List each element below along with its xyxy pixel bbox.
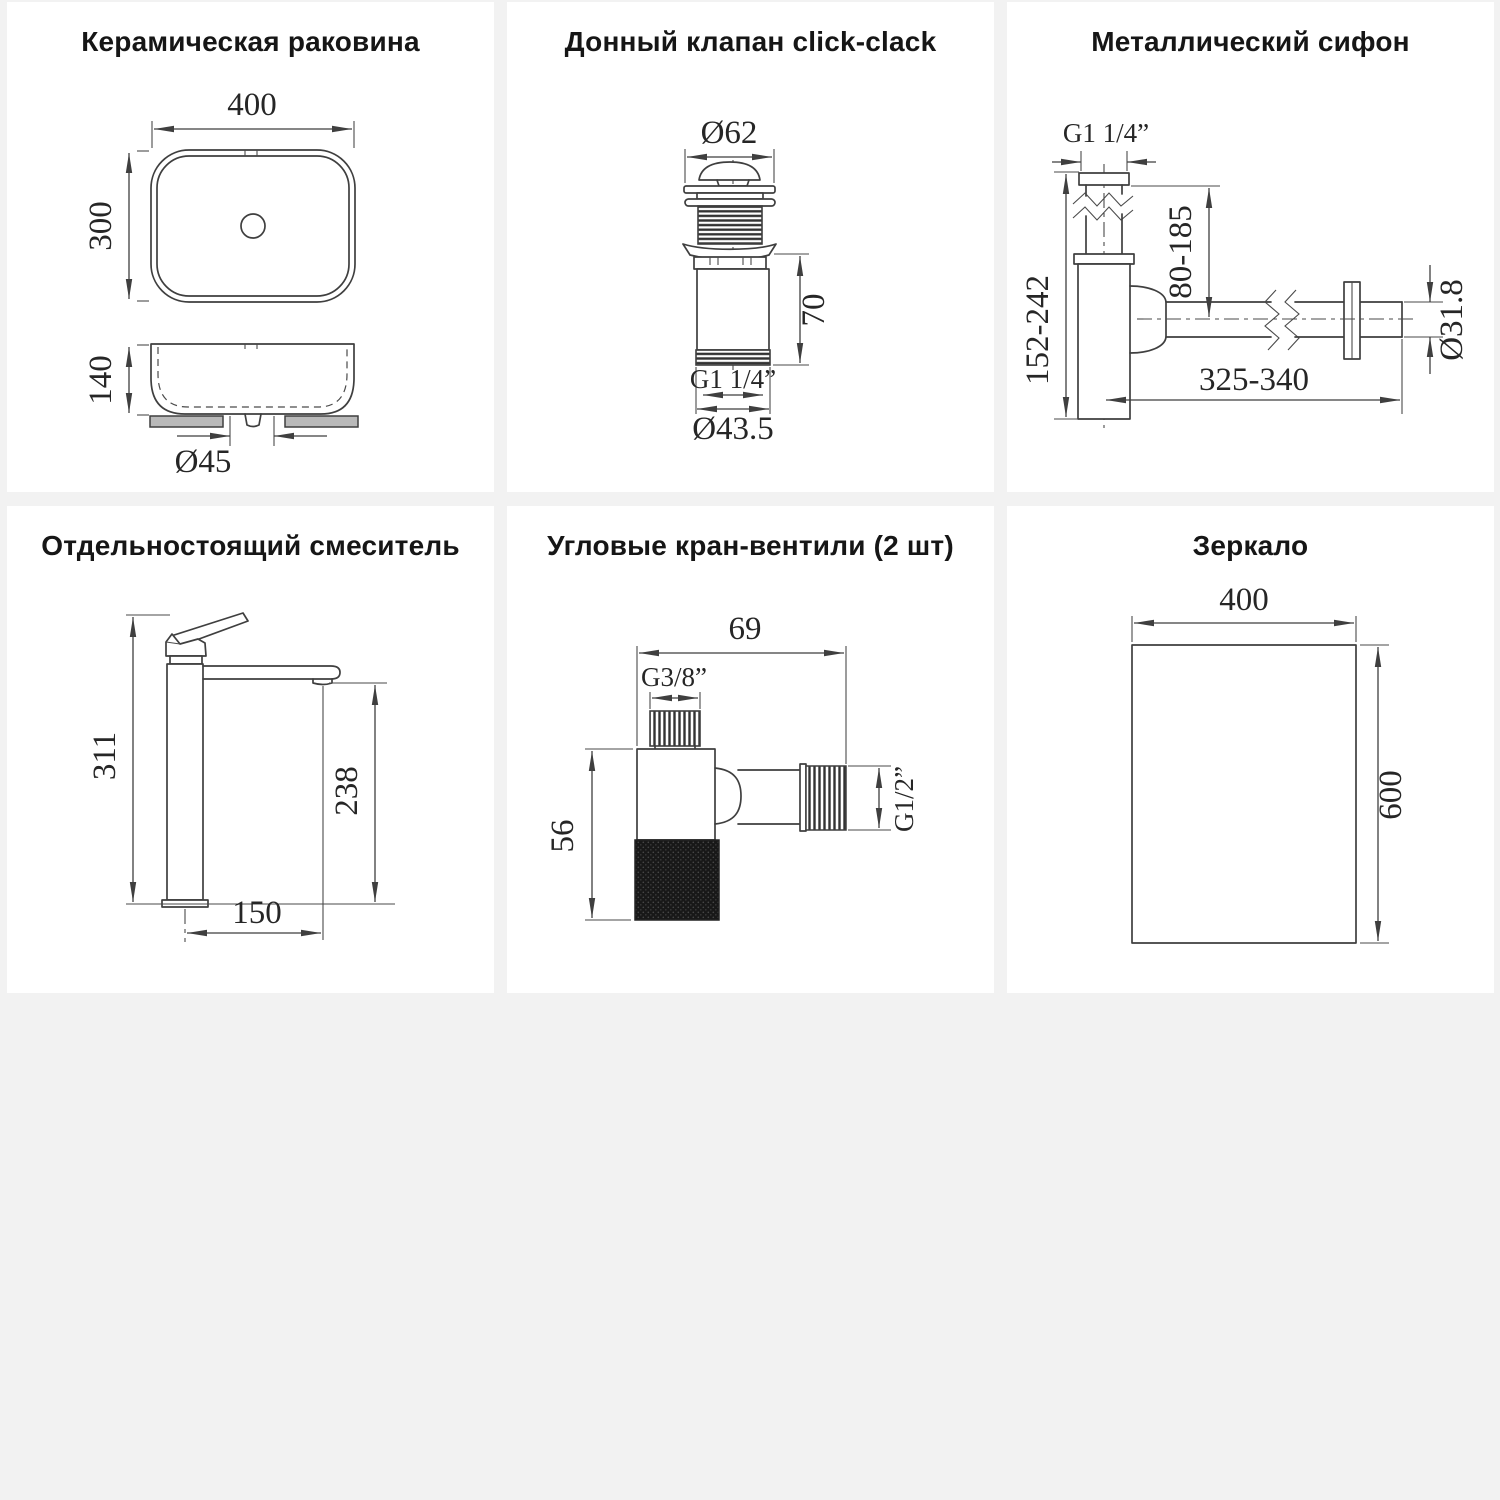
valve-block xyxy=(637,749,715,840)
dim-45-label: Ø45 xyxy=(174,444,232,480)
dim-318-label: Ø31.8 xyxy=(1434,279,1470,361)
dim-150-label: 150 xyxy=(232,895,282,931)
break-mark xyxy=(1073,193,1133,206)
valve-body xyxy=(683,160,776,370)
panel-title: Зеркало xyxy=(1192,530,1309,561)
dim-238-label: 238 xyxy=(329,766,365,816)
panel-ceramic-sink xyxy=(7,2,494,492)
panel-siphon xyxy=(1007,2,1494,492)
panel-title: Металлический сифон xyxy=(1091,26,1410,57)
dim-69-label: 69 xyxy=(728,611,762,647)
dim-140-label: 140 xyxy=(83,355,119,405)
sink-drain-stub xyxy=(245,414,261,427)
mixer-spout xyxy=(203,666,340,679)
dim-g38-label: G3/8” xyxy=(641,662,707,692)
dim-depth xyxy=(83,151,149,301)
dim-height xyxy=(545,749,633,920)
dim-56-label: 56 xyxy=(545,819,581,853)
sink-foot-right xyxy=(285,416,358,427)
sink-top-view xyxy=(151,150,355,302)
outlet-thread xyxy=(806,766,846,830)
mixer-column xyxy=(167,664,203,900)
dim-height xyxy=(1360,645,1409,943)
mixer-body xyxy=(162,613,340,942)
panel-title: Угловые кран-вентили (2 шт) xyxy=(547,530,954,561)
siphon-drawing xyxy=(1007,2,1494,492)
panel-angle-valve xyxy=(507,506,994,993)
mirror-drawing xyxy=(1007,506,1494,993)
valve-thread-lower xyxy=(696,350,770,365)
dim-62-label: Ø62 xyxy=(700,115,758,151)
outlet-collar xyxy=(800,764,806,831)
dim-400-label: 400 xyxy=(1219,582,1269,618)
mixer-drawing xyxy=(7,506,494,993)
panel-title: Керамическая раковина xyxy=(81,26,420,57)
dim-400-label: 400 xyxy=(227,87,277,123)
dim-70-label: 70 xyxy=(796,293,832,327)
sink-side-view xyxy=(150,344,358,427)
panel-title: Отдельностоящий смеситель xyxy=(41,530,460,561)
dim-width xyxy=(152,87,354,148)
siphon-bottle xyxy=(1078,264,1130,419)
siphon-top-nut xyxy=(1079,173,1129,185)
panel-drain-valve xyxy=(507,2,994,492)
dim-43-label: Ø43.5 xyxy=(692,411,774,447)
dim-325-340-label: 325-340 xyxy=(1199,362,1309,398)
dim-inlet-thread xyxy=(641,662,707,709)
knurled-handle xyxy=(635,840,719,920)
dim-inlet-thread xyxy=(1052,118,1156,171)
valve-drawing xyxy=(507,2,994,492)
break-mark xyxy=(1285,290,1299,350)
break-mark xyxy=(1073,207,1133,220)
dim-pipe-diameter xyxy=(1404,265,1470,374)
dim-body-height xyxy=(773,254,832,365)
dim-80-185-label: 80-185 xyxy=(1163,205,1199,299)
sink-foot-left xyxy=(150,416,223,427)
valve-cap xyxy=(699,162,760,180)
dim-g12-label: G1/2” xyxy=(889,766,919,832)
break-mark xyxy=(1265,290,1279,350)
outlet-bulge xyxy=(715,768,741,824)
dim-600-label: 600 xyxy=(1373,770,1409,820)
dim-vertical-range xyxy=(1131,186,1220,317)
panel-mixer xyxy=(7,506,494,993)
dim-thread-label: G1 1/4” xyxy=(1062,118,1150,148)
dim-thread-label: G1 1/4” xyxy=(689,364,777,394)
angle-valve-drawing xyxy=(507,506,994,993)
dim-total-height xyxy=(87,615,395,904)
panel-title: Донный клапан click-clack xyxy=(564,26,937,57)
dim-outlet-thread xyxy=(848,766,919,832)
inlet-thread-stub xyxy=(650,711,700,746)
valve-body xyxy=(635,711,846,920)
valve-thread-upper xyxy=(698,206,762,244)
dim-width xyxy=(1132,582,1356,642)
dim-bottom xyxy=(690,364,776,447)
dim-152-242-label: 152-242 xyxy=(1020,275,1056,385)
spec-sheet-grid xyxy=(7,2,1494,993)
mirror-outline xyxy=(1132,645,1356,943)
dim-300-label: 300 xyxy=(83,201,119,251)
dim-spout-height xyxy=(329,683,387,902)
sink-drawing xyxy=(7,2,494,492)
siphon-collar xyxy=(1074,254,1134,264)
mixer-cartridge xyxy=(170,656,202,664)
dim-height-range xyxy=(1020,172,1079,419)
mixer-handle-lever xyxy=(171,613,248,646)
dim-height xyxy=(83,345,149,415)
dim-311-label: 311 xyxy=(87,731,123,781)
panel-mirror xyxy=(1007,506,1494,993)
